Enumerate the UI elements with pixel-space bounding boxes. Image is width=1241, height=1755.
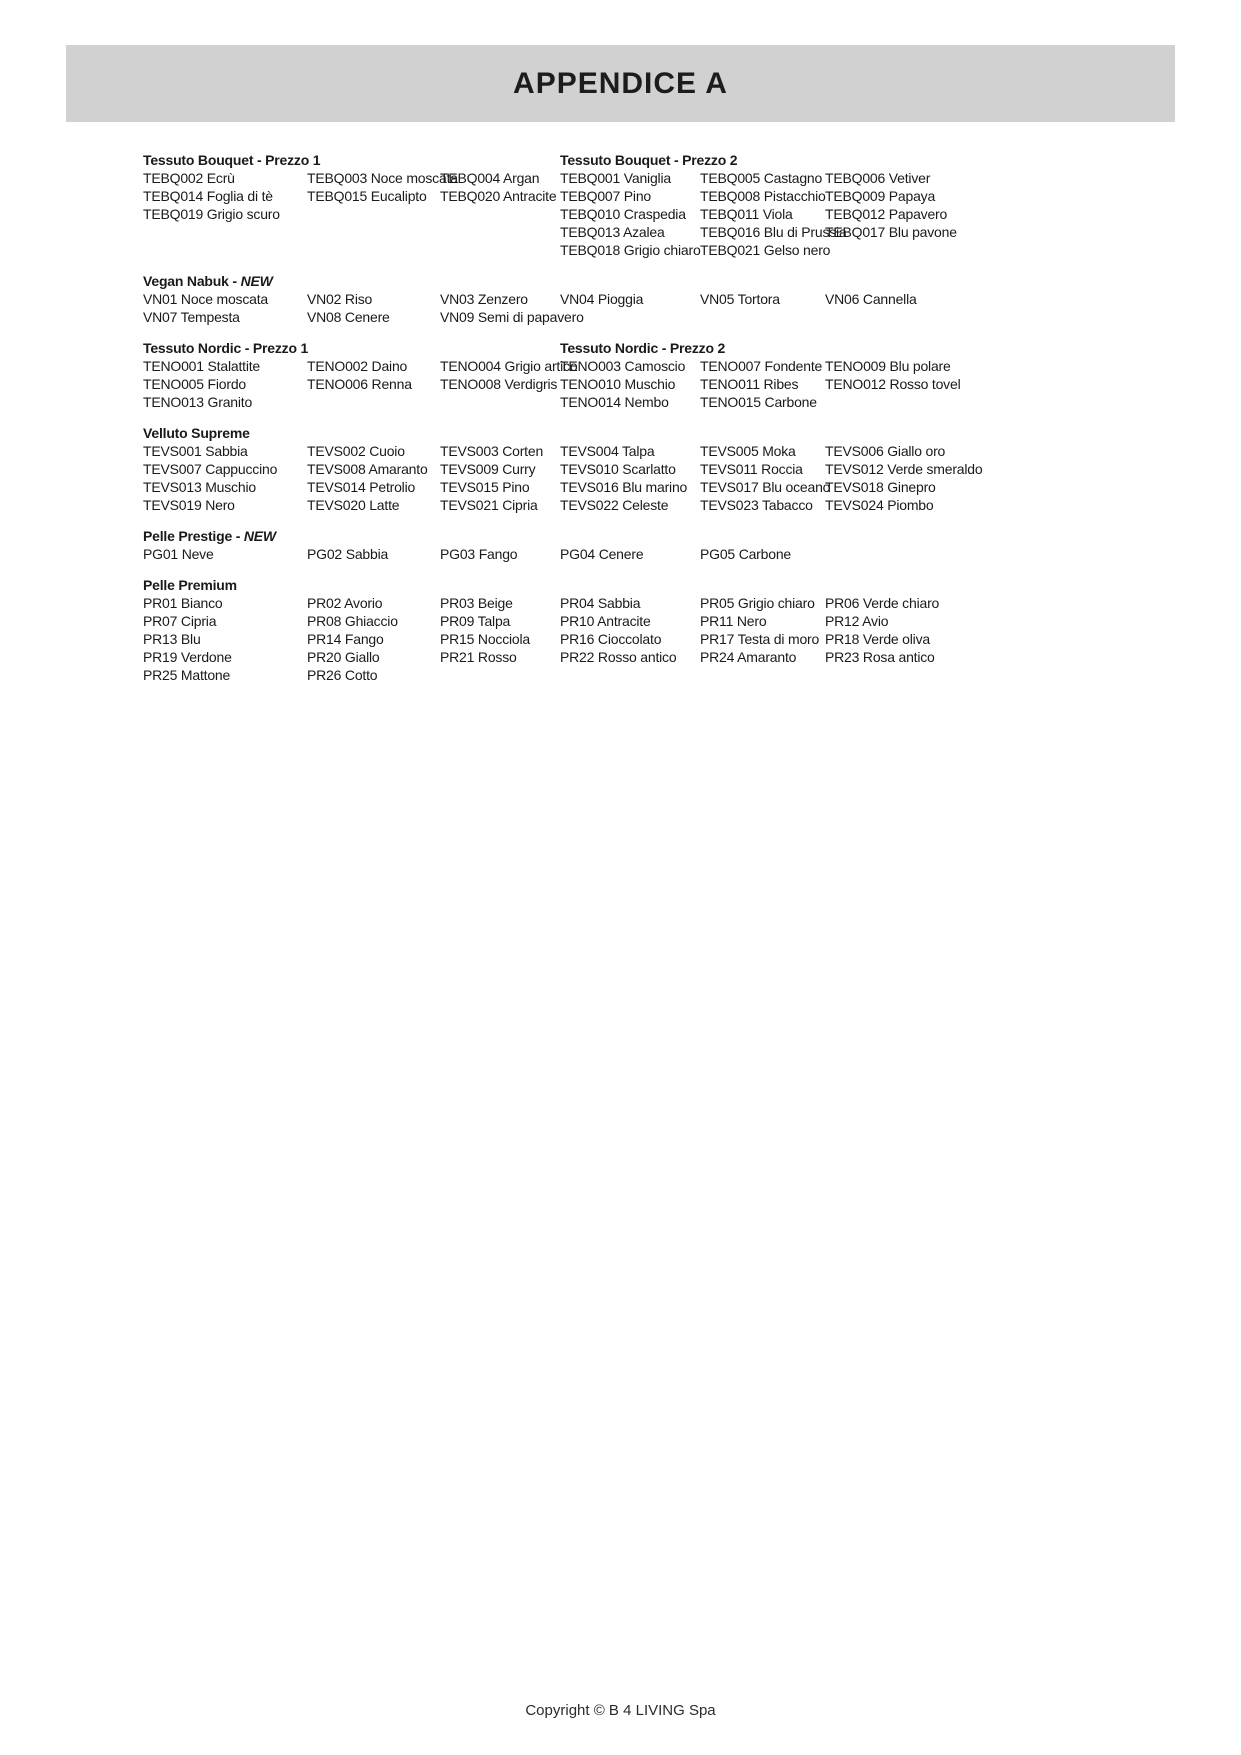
swatch-item: TEVS017 Blu oceano <box>700 479 831 495</box>
swatch-item: PG05 Carbone <box>700 546 791 562</box>
swatch-item: TEBQ005 Castagno <box>700 170 823 186</box>
swatch-item: VN08 Cenere <box>307 309 390 325</box>
swatch-item: VN01 Noce moscata <box>143 291 268 307</box>
swatch-item: VN09 Semi di papavero <box>440 309 584 325</box>
swatch-item: TENO002 Daino <box>307 358 408 374</box>
swatch-item: TENO011 Ribes <box>700 376 799 392</box>
swatch-item: TEVS006 Giallo oro <box>825 443 946 459</box>
swatch-item: TEVS022 Celeste <box>560 497 669 513</box>
swatch-item: PR10 Antracite <box>560 613 651 629</box>
swatch-row <box>143 375 1163 393</box>
swatch-item: PG03 Fango <box>440 546 518 562</box>
swatch-item: TEVS009 Curry <box>440 461 536 477</box>
swatch-item: TEBQ002 Ecrù <box>143 170 235 186</box>
swatch-item: TEVS019 Nero <box>143 497 235 513</box>
swatch-item: PR19 Verdone <box>143 649 232 665</box>
swatch-item: TEVS013 Muschio <box>143 479 256 495</box>
swatch-row <box>143 442 1163 460</box>
swatch-item: TENO012 Rosso tovel <box>825 376 961 392</box>
section-header: Pelle Prestige - NEW <box>143 528 276 544</box>
swatch-item: TEVS007 Cappuccino <box>143 461 278 477</box>
section-header-row <box>143 424 1163 442</box>
swatch-item: PR08 Ghiaccio <box>307 613 398 629</box>
swatch-row <box>143 630 1163 648</box>
swatch-item: TEBQ017 Blu pavone <box>825 224 957 240</box>
swatch-item: TENO010 Muschio <box>560 376 676 392</box>
swatch-item: TEVS004 Talpa <box>560 443 655 459</box>
swatch-row <box>143 169 1163 187</box>
section-header: Pelle Premium <box>143 577 237 593</box>
swatch-row <box>143 187 1163 205</box>
swatch-row <box>143 666 1163 684</box>
swatch-item: VN04 Pioggia <box>560 291 644 307</box>
swatch-row <box>143 460 1163 478</box>
swatch-item: TEVS002 Cuoio <box>307 443 405 459</box>
swatch-item: TEBQ015 Eucalipto <box>307 188 427 204</box>
swatch-item: PR20 Giallo <box>307 649 380 665</box>
swatch-item: TEBQ008 Pistacchio <box>700 188 826 204</box>
swatch-item: TEVS012 Verde smeraldo <box>825 461 983 477</box>
swatch-row <box>143 223 1163 241</box>
swatch-item: PR21 Rosso <box>440 649 517 665</box>
swatch-item: PG04 Cenere <box>560 546 644 562</box>
swatch-item: TENO009 Blu polare <box>825 358 951 374</box>
swatch-item: TEBQ012 Papavero <box>825 206 948 222</box>
swatch-row <box>143 612 1163 630</box>
swatch-item: PR15 Nocciola <box>440 631 530 647</box>
swatch-item: TEBQ009 Papaya <box>825 188 936 204</box>
section-tessuto-bouquet <box>143 151 1163 259</box>
swatch-item: VN05 Tortora <box>700 291 780 307</box>
swatch-row <box>143 205 1163 223</box>
section-pelle-premium <box>143 576 1163 684</box>
swatch-item: TEVS015 Pino <box>440 479 530 495</box>
swatch-row <box>143 308 1163 326</box>
section-header: Tessuto Nordic - Prezzo 2 <box>560 340 726 356</box>
swatch-item: TEVS018 Ginepro <box>825 479 936 495</box>
swatch-item: TEBQ004 Argan <box>440 170 540 186</box>
swatch-item: PR05 Grigio chiaro <box>700 595 815 611</box>
swatch-row <box>143 393 1163 411</box>
swatch-item: TEBQ003 Noce moscata <box>307 170 458 186</box>
swatch-item: PR17 Testa di moro <box>700 631 820 647</box>
section-header-row <box>143 527 1163 545</box>
swatch-item: PR09 Talpa <box>440 613 511 629</box>
swatch-item: TENO014 Nembo <box>560 394 669 410</box>
swatch-item: PR02 Avorio <box>307 595 383 611</box>
copyright-footer: Copyright © B 4 LIVING Spa <box>525 1702 716 1719</box>
swatch-item: PR11 Nero <box>700 613 767 629</box>
swatch-item: TEVS023 Tabacco <box>700 497 813 513</box>
swatch-item: VN03 Zenzero <box>440 291 528 307</box>
swatch-item: TEBQ016 Blu di Prussia <box>700 224 847 240</box>
swatch-item: PR06 Verde chiaro <box>825 595 940 611</box>
swatch-item: TEVS001 Sabbia <box>143 443 248 459</box>
swatch-row <box>143 478 1163 496</box>
swatch-item: TEVS016 Blu marino <box>560 479 688 495</box>
swatch-item: TEVS010 Scarlatto <box>560 461 676 477</box>
swatch-item: TEBQ007 Pino <box>560 188 651 204</box>
swatch-item: PR04 Sabbia <box>560 595 641 611</box>
section-header: Tessuto Nordic - Prezzo 1 <box>143 340 309 356</box>
swatch-item: PR25 Mattone <box>143 667 231 683</box>
swatch-item: TENO006 Renna <box>307 376 412 392</box>
swatch-item: PR03 Beige <box>440 595 513 611</box>
swatch-item: TEVS020 Latte <box>307 497 400 513</box>
swatch-item: TENO004 Grigio artico <box>440 358 578 374</box>
swatch-item: PR07 Cipria <box>143 613 217 629</box>
section-vegan-nabuk <box>143 272 1163 326</box>
swatch-item: TEBQ014 Foglia di tè <box>143 188 273 204</box>
swatch-item: TEVS024 Piombo <box>825 497 934 513</box>
swatch-row <box>143 545 1163 563</box>
swatch-item: PR26 Cotto <box>307 667 378 683</box>
title-bar <box>66 45 1175 122</box>
swatch-item: PR16 Cioccolato <box>560 631 662 647</box>
swatch-item: TEBQ013 Azalea <box>560 224 665 240</box>
swatch-row <box>143 357 1163 375</box>
swatch-row <box>143 594 1163 612</box>
section-header-row <box>143 272 1163 290</box>
section-velluto-supreme <box>143 424 1163 514</box>
section-header: Velluto Supreme <box>143 425 250 441</box>
swatch-item: TEVS003 Corten <box>440 443 544 459</box>
swatch-item: PR13 Blu <box>143 631 201 647</box>
section-header-row <box>143 151 1163 169</box>
section-header: Tessuto Bouquet - Prezzo 2 <box>560 152 738 168</box>
section-header-row <box>143 339 1163 357</box>
swatch-item: PR22 Rosso antico <box>560 649 677 665</box>
swatch-item: TENO008 Verdigris <box>440 376 558 392</box>
swatch-item: TEBQ018 Grigio chiaro <box>560 242 701 258</box>
swatch-item: TENO005 Fiordo <box>143 376 247 392</box>
swatch-item: TEVS005 Moka <box>700 443 796 459</box>
swatch-item: TENO001 Stalattite <box>143 358 261 374</box>
swatch-item: TEBQ011 Viola <box>700 206 793 222</box>
new-badge: NEW <box>240 273 273 289</box>
swatch-item: TEVS021 Cipria <box>440 497 538 513</box>
swatch-item: PR01 Bianco <box>143 595 223 611</box>
swatch-item: PG01 Neve <box>143 546 214 562</box>
swatch-item: TEVS008 Amaranto <box>307 461 428 477</box>
swatch-row <box>143 241 1163 259</box>
swatch-item: TENO007 Fondente <box>700 358 823 374</box>
swatch-item: TEBQ001 Vaniglia <box>560 170 671 186</box>
swatch-item: TEVS011 Roccia <box>700 461 803 477</box>
swatch-item: VN07 Tempesta <box>143 309 240 325</box>
section-pelle-prestige <box>143 527 1163 563</box>
new-badge: NEW <box>243 528 276 544</box>
swatch-item: TEBQ006 Vetiver <box>825 170 931 186</box>
swatch-item: PR12 Avio <box>825 613 889 629</box>
swatch-item: PR23 Rosa antico <box>825 649 935 665</box>
swatch-row <box>143 290 1163 308</box>
page-title: APPENDICE A <box>513 66 728 100</box>
swatch-item: PR14 Fango <box>307 631 384 647</box>
section-header: Tessuto Bouquet - Prezzo 1 <box>143 152 321 168</box>
swatch-item: TENO013 Granito <box>143 394 253 410</box>
swatch-item: TENO015 Carbone <box>700 394 817 410</box>
swatch-item: TEBQ019 Grigio scuro <box>143 206 280 222</box>
swatch-item: VN06 Cannella <box>825 291 917 307</box>
swatch-item: TEVS014 Petrolio <box>307 479 416 495</box>
swatch-item: TEBQ021 Gelso nero <box>700 242 831 258</box>
sections-container <box>143 151 1163 684</box>
swatch-row <box>143 496 1163 514</box>
swatch-item: PG02 Sabbia <box>307 546 389 562</box>
swatch-item: PR18 Verde oliva <box>825 631 930 647</box>
swatch-item: VN02 Riso <box>307 291 373 307</box>
swatch-row <box>143 648 1163 666</box>
section-header-row <box>143 576 1163 594</box>
swatch-item: TEBQ010 Craspedia <box>560 206 686 222</box>
swatch-item: PR24 Amaranto <box>700 649 797 665</box>
swatch-item: TENO003 Camoscio <box>560 358 686 374</box>
section-header: Vegan Nabuk - NEW <box>143 273 273 289</box>
swatch-item: TEBQ020 Antracite <box>440 188 557 204</box>
section-tessuto-nordic <box>143 339 1163 411</box>
